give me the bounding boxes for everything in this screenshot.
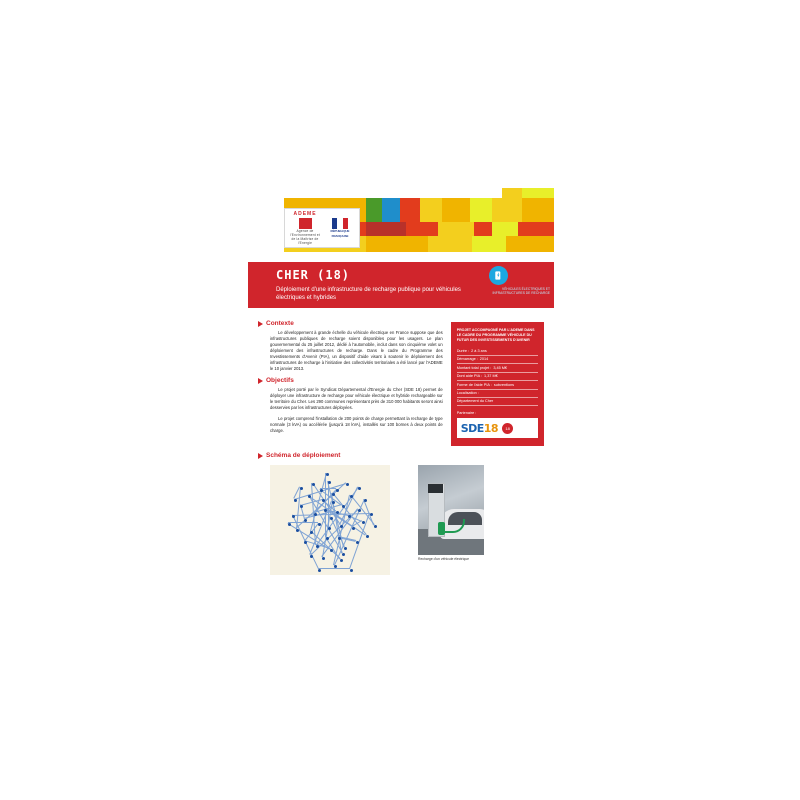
map-charge-point — [352, 527, 355, 530]
info-value: 2014 — [479, 357, 489, 362]
sde18-logo-number: 18 — [483, 421, 499, 435]
page-title: CHER (18) — [276, 268, 351, 282]
map-link — [326, 473, 327, 537]
bullet-arrow-icon — [258, 321, 263, 327]
map-charge-point — [336, 489, 339, 492]
map-charge-point — [346, 483, 349, 486]
map-charge-point — [294, 499, 297, 502]
map-charge-point — [332, 501, 335, 504]
partners-strip — [457, 418, 538, 438]
info-box-heading: PROJET ACCOMPAGNÉ PAR L'ADEME DANS LE CADRE DU PROGRAMME VÉHICULE DU FUTUR DES INVESTISSEMENTS D'AVENIR — [456, 328, 535, 342]
map-charge-point — [358, 509, 361, 512]
ademe-logo — [289, 211, 321, 245]
rf-line1: RÉPUBLIQUE — [330, 229, 350, 234]
title-band — [248, 262, 554, 308]
map-charge-point — [364, 499, 367, 502]
map-charge-point — [326, 537, 329, 540]
badge-caption-line1: VÉHICULES ÉLECTRIQUES ET — [502, 287, 550, 291]
info-value: 3,45 M€ — [493, 365, 508, 370]
section-title: Contexte — [266, 320, 294, 327]
info-row — [457, 357, 538, 364]
page-subtitle: Déploiement d'une infrastructure de recharge publique pour véhicules électriques et hybrides — [276, 287, 461, 301]
photo-station-display — [428, 484, 443, 493]
map-charge-point — [326, 473, 329, 476]
side-column — [451, 316, 544, 446]
map-link — [318, 569, 350, 570]
info-row — [457, 391, 538, 398]
map-charge-point — [374, 525, 377, 528]
schema-section — [248, 446, 554, 575]
info-value: 1,37 M€ — [484, 374, 498, 379]
deployment-map — [270, 465, 390, 575]
page-header — [248, 188, 554, 262]
bullet-arrow-icon — [258, 453, 263, 459]
map-charge-point — [314, 513, 317, 516]
ademe-wordmark: ADEME — [293, 211, 317, 217]
info-row — [457, 399, 538, 406]
charging-photo — [418, 465, 484, 555]
map-charge-point — [300, 487, 303, 490]
map-charge-point — [366, 535, 369, 538]
map-charge-point — [318, 569, 321, 572]
info-key: Dont aide PIA : — [456, 374, 483, 379]
map-charge-point — [300, 505, 303, 508]
map-charge-point — [292, 515, 295, 518]
paragraph: Le projet comprend l'installation de 200 points de charge permettant la recharge de type normale (3 kVA) ou accélérée (jusqu'à 18 kVA), installés sur 100 bornes à deux points de charge. — [270, 416, 443, 433]
info-value: subventions — [493, 382, 515, 387]
map-charge-point — [316, 545, 319, 548]
photo-plug-icon — [438, 522, 445, 535]
paragraph: Le développement à grande échelle du véhicule électrique en France suppose que des infrastructures publiques de recharge soient disponibles pour les usagers. Le plan gouvernemental du 25 juillet 2012, dédié à l'automobile, inclut dans son cinquième volet un déploiement des infrastructures de recharge. Dans le cadre du Programme des Investissements d'Avenir (PIA), un dispositif d'aide visant à soutenir le déploiement des infrastructures de recharge à l'initiative des collectivités territoriales a été lancé par l'ADEME le 10 janvier 2013. — [270, 330, 443, 371]
info-key: Durée : — [456, 349, 470, 353]
paragraph: Le projet porté par le Syndicat Départemental d'Energie du Cher (SDE 18) permet de déployer une infrastructure de recharge pour véhicule électrique et hybride rechargeable sur le territoire du Cher. Les 290 communes représentant près de 310 000 habitants seront ainsi desservies par les infrastructures déployées. — [270, 387, 443, 410]
info-value: 2 à 3 ans — [471, 349, 487, 353]
map-charge-point — [296, 529, 299, 532]
charging-photo-block — [418, 465, 484, 575]
section-title: Schéma de déploiement — [266, 452, 341, 460]
ev-charging-icon — [489, 266, 508, 285]
ademe-square-icon — [299, 218, 312, 229]
section-header-schema — [258, 452, 544, 459]
map-charge-point — [322, 557, 325, 560]
map-charge-point — [370, 513, 373, 516]
bullet-arrow-icon — [258, 378, 263, 384]
partners-label: Partenaire : — [456, 411, 477, 416]
badge-caption-line2: INFRASTRUCTURES DE RECHARGE — [492, 291, 550, 296]
info-key: Localisation : — [456, 391, 479, 396]
info-key: Département du Cher — [456, 399, 494, 404]
info-key: Démarrage : — [456, 357, 478, 362]
section-title: Objectifs — [266, 377, 294, 384]
republique-francaise-logo — [325, 211, 355, 245]
info-row — [457, 383, 538, 390]
rf-line2: FRANÇAISE — [331, 233, 349, 238]
logos — [284, 208, 360, 248]
info-key: Montant total projet : — [456, 365, 492, 370]
project-info-box — [451, 322, 544, 446]
section-header-contexte — [258, 320, 443, 327]
map-charge-point — [350, 569, 353, 572]
info-row — [457, 366, 538, 373]
document-body — [248, 308, 554, 446]
sde18-badge-icon: 18 — [502, 423, 513, 434]
media-row — [270, 465, 544, 575]
map-charge-point — [288, 523, 291, 526]
document-page — [248, 188, 554, 608]
sde18-logo: SDE18 — [460, 421, 499, 435]
map-charge-point — [328, 527, 331, 530]
french-flag-icon — [332, 218, 348, 229]
map-charge-point — [342, 553, 345, 556]
photo-caption: Recharge d'un véhicule électrique — [418, 557, 469, 562]
map-charge-point — [358, 487, 361, 490]
map-charge-point — [344, 547, 347, 550]
map-charge-point — [328, 481, 331, 484]
map-link — [288, 523, 330, 549]
info-row — [457, 374, 538, 381]
badge-caption — [474, 287, 550, 296]
main-column — [258, 316, 443, 446]
ademe-tagline: Agence de l'Environnement et de la Maîtrise de l'Energie — [290, 229, 320, 245]
map-charge-point — [340, 559, 343, 562]
info-row — [457, 349, 538, 356]
section-header-objectifs — [258, 377, 443, 384]
info-key: Forme de l'aide PIA : — [456, 382, 492, 387]
